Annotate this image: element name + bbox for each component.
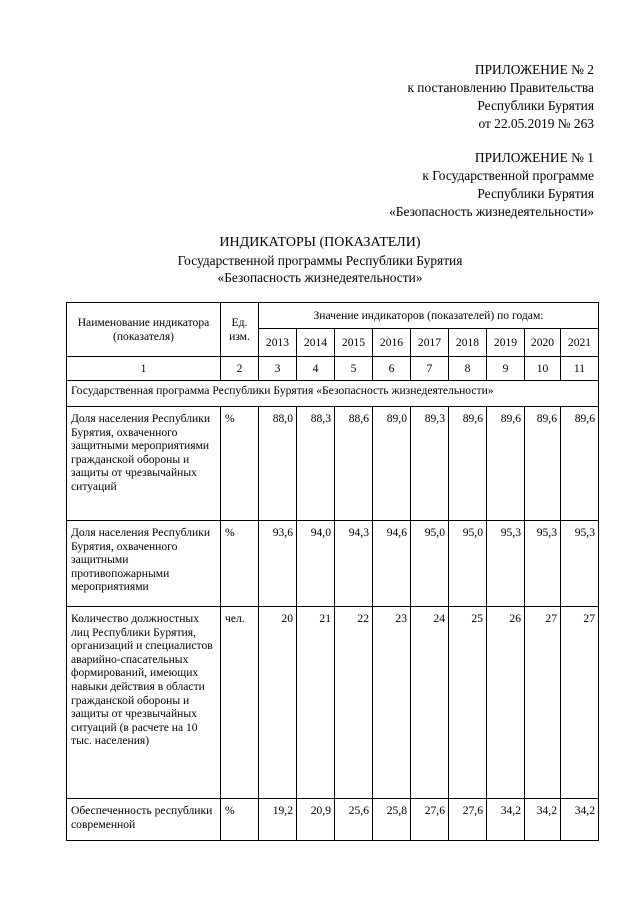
appendix-2-header (407, 61, 594, 133)
value-cell: 88,0 (259, 407, 297, 521)
table-row (67, 407, 599, 521)
table-row (67, 521, 599, 607)
value-cell: 19,2 (259, 799, 297, 841)
value-cell: 34,2 (487, 799, 525, 841)
year-cell: 2019 (487, 329, 525, 357)
column-number: 9 (487, 357, 525, 381)
indicator-name: Количество должностных лиц Республики Бурятия, организаций и специалистов аварийно-спасательных формирований, имеющих навыки действия в области гражданской обороны и защиты от чрезвычайных ситуаций (в расчете на 10 тыс. населения) (67, 607, 221, 799)
value-cell: 24 (411, 607, 449, 799)
year-cell: 2013 (259, 329, 297, 357)
value-cell: 22 (335, 607, 373, 799)
column-number: 1 (67, 357, 221, 381)
indicator-unit: % (221, 521, 259, 607)
value-cell: 21 (297, 607, 335, 799)
header-name-cell: Наименование индикатора (показателя) (67, 303, 221, 357)
value-cell: 94,0 (297, 521, 335, 607)
year-cell: 2021 (561, 329, 599, 357)
indicator-unit: чел. (221, 607, 259, 799)
indicator-name: Доля населения Республики Бурятия, охваченного защитными противопожарными мероприятиями (67, 521, 221, 607)
year-cell: 2018 (449, 329, 487, 357)
column-number: 5 (335, 357, 373, 381)
value-cell: 25,8 (373, 799, 411, 841)
year-cell: 2017 (411, 329, 449, 357)
value-cell: 34,2 (525, 799, 561, 841)
value-cell: 89,0 (373, 407, 411, 521)
header-line: ПРИЛОЖЕНИЕ № 1 (474, 150, 594, 165)
appendix-1-header (389, 149, 594, 221)
value-cell: 27 (561, 607, 599, 799)
value-cell: 25,6 (335, 799, 373, 841)
value-cell: 94,6 (373, 521, 411, 607)
value-cell: 89,6 (561, 407, 599, 521)
value-cell: 95,3 (561, 521, 599, 607)
value-cell: 95,0 (449, 521, 487, 607)
header-line: к постановлению Правительства (407, 80, 594, 95)
header-line: «Безопасность жизнедеятельности» (389, 204, 594, 219)
value-cell: 88,3 (297, 407, 335, 521)
document-title: ИНДИКАТОРЫ (ПОКАЗАТЕЛИ) (219, 235, 421, 250)
value-cell: 94,3 (335, 521, 373, 607)
column-number: 11 (561, 357, 599, 381)
value-cell: 27 (525, 607, 561, 799)
value-cell: 89,6 (487, 407, 525, 521)
indicator-unit: % (221, 407, 259, 521)
value-cell: 20 (259, 607, 297, 799)
table-row (67, 799, 599, 841)
indicator-name: Доля населения Республики Бурятия, охваченного защитными мероприятиями гражданской обороны и защиты от чрезвычайных ситуаций (67, 407, 221, 521)
value-cell: 25 (449, 607, 487, 799)
year-cell: 2020 (525, 329, 561, 357)
column-number: 8 (449, 357, 487, 381)
header-line: к Государственной программе (422, 168, 594, 183)
document-subtitle: Государственной программы Республики Бурятия (177, 253, 463, 268)
value-cell: 95,0 (411, 521, 449, 607)
indicator-name: Обеспеченность республики современной (67, 799, 221, 841)
value-cell: 34,2 (561, 799, 599, 841)
column-number: 3 (259, 357, 297, 381)
value-cell: 27,6 (411, 799, 449, 841)
year-cell: 2015 (335, 329, 373, 357)
header-line: ПРИЛОЖЕНИЕ № 2 (474, 62, 594, 77)
value-cell: 89,6 (449, 407, 487, 521)
header-line: Республики Бурятия (477, 186, 594, 201)
header-values-cell: Значение индикаторов (показателей) по годам: (259, 303, 599, 329)
value-cell: 89,6 (525, 407, 561, 521)
column-number: 7 (411, 357, 449, 381)
section-title: Государственная программа Республики Бурятия «Безопасность жизнедеятельности» (67, 381, 599, 407)
header-unit-cell: Ед. изм. (221, 303, 259, 357)
header-line: от 22.05.2019 № 263 (478, 116, 594, 131)
indicators-table (66, 302, 599, 841)
year-cell: 2014 (297, 329, 335, 357)
value-cell: 89,3 (411, 407, 449, 521)
value-cell: 26 (487, 607, 525, 799)
header-line: Республики Бурятия (477, 98, 594, 113)
indicator-unit: % (221, 799, 259, 841)
value-cell: 93,6 (259, 521, 297, 607)
column-number: 6 (373, 357, 411, 381)
column-number: 10 (525, 357, 561, 381)
value-cell: 27,6 (449, 799, 487, 841)
value-cell: 95,3 (525, 521, 561, 607)
value-cell: 95,3 (487, 521, 525, 607)
column-number: 4 (297, 357, 335, 381)
program-name: «Безопасность жизнедеятельности» (217, 270, 423, 285)
value-cell: 88,6 (335, 407, 373, 521)
year-cell: 2016 (373, 329, 411, 357)
column-number: 2 (221, 357, 259, 381)
value-cell: 20,9 (297, 799, 335, 841)
value-cell: 23 (373, 607, 411, 799)
table-row (67, 607, 599, 799)
